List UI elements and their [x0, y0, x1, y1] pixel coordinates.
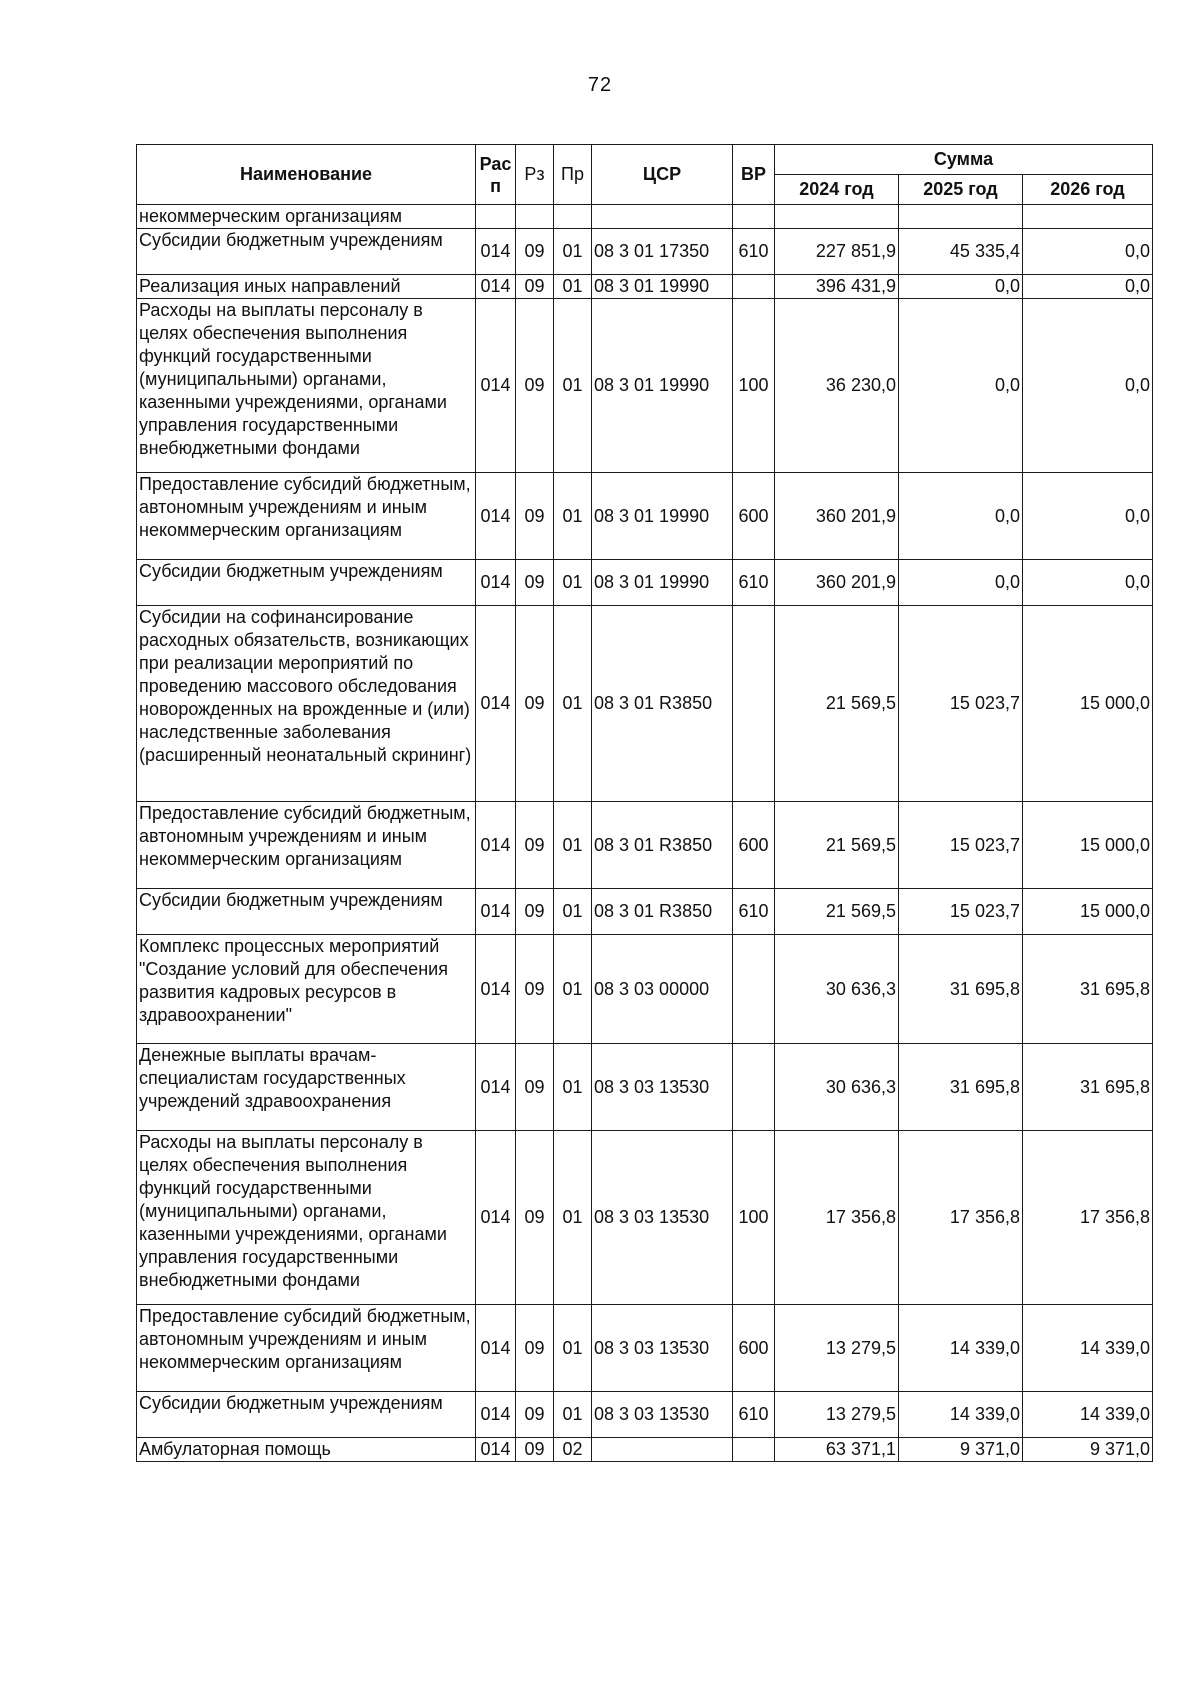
- row-amount-2024: 21 569,5: [775, 606, 899, 802]
- table-row: [137, 560, 1153, 606]
- row-amount-2026: [1023, 205, 1153, 229]
- row-pr: 01: [554, 1392, 592, 1438]
- row-amount-2026: 15 000,0: [1023, 802, 1153, 889]
- row-name: Субсидии бюджетным учреждениям: [137, 1392, 476, 1438]
- row-amount-2024: 396 431,9: [775, 275, 899, 299]
- row-rasp: 014: [476, 1438, 516, 1462]
- header-2026: 2026 год: [1023, 175, 1153, 205]
- row-csr: 08 3 01 19990: [592, 560, 733, 606]
- row-rasp: 014: [476, 473, 516, 560]
- row-rz: 09: [516, 935, 554, 1044]
- row-amount-2024: 17 356,8: [775, 1131, 899, 1305]
- table-row: [137, 802, 1153, 889]
- row-rasp: 014: [476, 889, 516, 935]
- header-name: Наименование: [137, 145, 476, 205]
- row-amount-2026: 0,0: [1023, 299, 1153, 473]
- row-vr: [733, 205, 775, 229]
- row-csr: 08 3 03 13530: [592, 1044, 733, 1131]
- row-amount-2026: 31 695,8: [1023, 935, 1153, 1044]
- table-row: [137, 1044, 1153, 1131]
- row-amount-2026: 15 000,0: [1023, 889, 1153, 935]
- row-vr: 600: [733, 802, 775, 889]
- row-name: Субсидии бюджетным учреждениям: [137, 229, 476, 275]
- row-amount-2026: 17 356,8: [1023, 1131, 1153, 1305]
- header-rasp-line1: Рас: [479, 153, 512, 174]
- row-csr: 08 3 01 19990: [592, 299, 733, 473]
- row-csr: 08 3 01 17350: [592, 229, 733, 275]
- row-pr: 01: [554, 802, 592, 889]
- row-rasp: 014: [476, 802, 516, 889]
- row-rasp: [476, 205, 516, 229]
- row-rz: 09: [516, 473, 554, 560]
- header-rasp: [476, 145, 516, 205]
- table-body: [137, 205, 1153, 1462]
- row-amount-2026: 0,0: [1023, 229, 1153, 275]
- row-amount-2025: 17 356,8: [899, 1131, 1023, 1305]
- row-rz: 09: [516, 275, 554, 299]
- row-name: Субсидии бюджетным учреждениям: [137, 560, 476, 606]
- row-amount-2026: 0,0: [1023, 473, 1153, 560]
- row-amount-2024: [775, 205, 899, 229]
- row-vr: [733, 606, 775, 802]
- table-row: [137, 1438, 1153, 1462]
- table-row: [137, 473, 1153, 560]
- row-rz: 09: [516, 229, 554, 275]
- row-pr: 01: [554, 1131, 592, 1305]
- row-rasp: 014: [476, 1044, 516, 1131]
- row-amount-2025: 31 695,8: [899, 935, 1023, 1044]
- row-amount-2024: 30 636,3: [775, 1044, 899, 1131]
- row-pr: 01: [554, 1044, 592, 1131]
- row-amount-2024: 13 279,5: [775, 1392, 899, 1438]
- row-amount-2024: 227 851,9: [775, 229, 899, 275]
- row-pr: 01: [554, 473, 592, 560]
- row-rasp: 014: [476, 275, 516, 299]
- row-rz: 09: [516, 802, 554, 889]
- row-rz: 09: [516, 1131, 554, 1305]
- row-vr: 100: [733, 299, 775, 473]
- row-amount-2025: 45 335,4: [899, 229, 1023, 275]
- row-amount-2025: 0,0: [899, 299, 1023, 473]
- row-amount-2025: [899, 205, 1023, 229]
- row-rz: 09: [516, 1044, 554, 1131]
- header-2024: 2024 год: [775, 175, 899, 205]
- row-vr: [733, 935, 775, 1044]
- row-name: Расходы на выплаты персоналу в целях обеспечения выполнения функций государственными (муниципальными) органами, казенными учреждениями, органами управления государственными внебюджетными фондами: [137, 299, 476, 473]
- row-csr: 08 3 03 13530: [592, 1131, 733, 1305]
- header-rz: Рз: [516, 145, 554, 205]
- row-amount-2026: 9 371,0: [1023, 1438, 1153, 1462]
- row-rasp: 014: [476, 560, 516, 606]
- row-rz: 09: [516, 889, 554, 935]
- row-csr: 08 3 01 R3850: [592, 889, 733, 935]
- row-vr: 600: [733, 1305, 775, 1392]
- row-name: Реализация иных направлений: [137, 275, 476, 299]
- row-amount-2025: 0,0: [899, 473, 1023, 560]
- header-2025: 2025 год: [899, 175, 1023, 205]
- row-rasp: 014: [476, 1305, 516, 1392]
- row-vr: 610: [733, 560, 775, 606]
- row-pr: 01: [554, 889, 592, 935]
- table-row: [137, 1131, 1153, 1305]
- table-row: [137, 299, 1153, 473]
- row-amount-2024: 36 230,0: [775, 299, 899, 473]
- row-amount-2026: 14 339,0: [1023, 1305, 1153, 1392]
- row-csr: 08 3 03 13530: [592, 1392, 733, 1438]
- row-amount-2026: 0,0: [1023, 275, 1153, 299]
- row-name: Расходы на выплаты персоналу в целях обеспечения выполнения функций государственными (муниципальными) органами, казенными учреждениями, органами управления государственными внебюджетными фондами: [137, 1131, 476, 1305]
- table-header: [137, 145, 1153, 205]
- row-pr: 01: [554, 1305, 592, 1392]
- row-vr: 600: [733, 473, 775, 560]
- row-name: Субсидии на софинансирование расходных обязательств, возникающих при реализации мероприятий по проведению массового обследования новорожденных на врожденные и (или) наследственные заболевания (расширенный неонатальный скрининг): [137, 606, 476, 802]
- row-vr: 610: [733, 229, 775, 275]
- header-vr: ВР: [733, 145, 775, 205]
- row-csr: 08 3 01 R3850: [592, 802, 733, 889]
- row-name: Предоставление субсидий бюджетным, автономным учреждениям и иным некоммерческим организациям: [137, 473, 476, 560]
- row-csr: 08 3 01 19990: [592, 275, 733, 299]
- row-rasp: 014: [476, 1392, 516, 1438]
- row-rasp: 014: [476, 1131, 516, 1305]
- row-amount-2025: 0,0: [899, 275, 1023, 299]
- row-amount-2025: 15 023,7: [899, 889, 1023, 935]
- row-amount-2024: 360 201,9: [775, 560, 899, 606]
- row-amount-2024: 30 636,3: [775, 935, 899, 1044]
- row-rz: 09: [516, 1438, 554, 1462]
- row-rz: 09: [516, 299, 554, 473]
- row-rasp: 014: [476, 299, 516, 473]
- row-vr: 100: [733, 1131, 775, 1305]
- row-amount-2025: 15 023,7: [899, 606, 1023, 802]
- row-pr: 01: [554, 935, 592, 1044]
- row-name: Комплекс процессных мероприятий "Создание условий для обеспечения развития кадровых ресурсов в здравоохранении": [137, 935, 476, 1044]
- table-row: [137, 229, 1153, 275]
- table-row: [137, 606, 1153, 802]
- row-rasp: 014: [476, 935, 516, 1044]
- row-name: Предоставление субсидий бюджетным, автономным учреждениям и иным некоммерческим организациям: [137, 802, 476, 889]
- row-name: Предоставление субсидий бюджетным, автономным учреждениям и иным некоммерческим организациям: [137, 1305, 476, 1392]
- row-vr: [733, 275, 775, 299]
- row-pr: 01: [554, 299, 592, 473]
- row-vr: [733, 1044, 775, 1131]
- row-pr: 01: [554, 275, 592, 299]
- row-amount-2026: 14 339,0: [1023, 1392, 1153, 1438]
- row-pr: 02: [554, 1438, 592, 1462]
- budget-table: [136, 144, 1153, 1462]
- row-pr: 01: [554, 560, 592, 606]
- row-vr: 610: [733, 889, 775, 935]
- row-rz: 09: [516, 1392, 554, 1438]
- row-csr: 08 3 01 R3850: [592, 606, 733, 802]
- header-csr: ЦСР: [592, 145, 733, 205]
- table-row: [137, 889, 1153, 935]
- row-csr: [592, 205, 733, 229]
- row-amount-2025: 9 371,0: [899, 1438, 1023, 1462]
- row-amount-2026: 15 000,0: [1023, 606, 1153, 802]
- row-pr: 01: [554, 229, 592, 275]
- row-rz: 09: [516, 1305, 554, 1392]
- row-amount-2024: 360 201,9: [775, 473, 899, 560]
- row-pr: 01: [554, 606, 592, 802]
- table-row: [137, 275, 1153, 299]
- row-amount-2026: 0,0: [1023, 560, 1153, 606]
- row-rz: [516, 205, 554, 229]
- row-rasp: 014: [476, 606, 516, 802]
- table-row: [137, 205, 1153, 229]
- page-number: 72: [587, 74, 613, 96]
- row-amount-2025: 15 023,7: [899, 802, 1023, 889]
- header-sum: Сумма: [775, 145, 1153, 175]
- table-row: [137, 1305, 1153, 1392]
- row-vr: [733, 1438, 775, 1462]
- table-row: [137, 1392, 1153, 1438]
- header-rasp-line2: п: [490, 175, 501, 196]
- row-name: Амбулаторная помощь: [137, 1438, 476, 1462]
- header-pr: Пр: [554, 145, 592, 205]
- row-name: Денежные выплаты врачам-специалистам государственных учреждений здравоохранения: [137, 1044, 476, 1131]
- row-amount-2026: 31 695,8: [1023, 1044, 1153, 1131]
- row-pr: [554, 205, 592, 229]
- row-amount-2025: 0,0: [899, 560, 1023, 606]
- row-amount-2024: 21 569,5: [775, 889, 899, 935]
- row-name: Субсидии бюджетным учреждениям: [137, 889, 476, 935]
- row-rz: 09: [516, 606, 554, 802]
- row-csr: 08 3 03 13530: [592, 1305, 733, 1392]
- table-row: [137, 935, 1153, 1044]
- row-rz: 09: [516, 560, 554, 606]
- row-amount-2025: 14 339,0: [899, 1305, 1023, 1392]
- row-vr: 610: [733, 1392, 775, 1438]
- row-amount-2025: 14 339,0: [899, 1392, 1023, 1438]
- row-amount-2025: 31 695,8: [899, 1044, 1023, 1131]
- row-rasp: 014: [476, 229, 516, 275]
- row-csr: 08 3 01 19990: [592, 473, 733, 560]
- row-amount-2024: 21 569,5: [775, 802, 899, 889]
- row-name: некоммерческим организациям: [137, 205, 476, 229]
- row-amount-2024: 63 371,1: [775, 1438, 899, 1462]
- row-csr: [592, 1438, 733, 1462]
- row-csr: 08 3 03 00000: [592, 935, 733, 1044]
- row-amount-2024: 13 279,5: [775, 1305, 899, 1392]
